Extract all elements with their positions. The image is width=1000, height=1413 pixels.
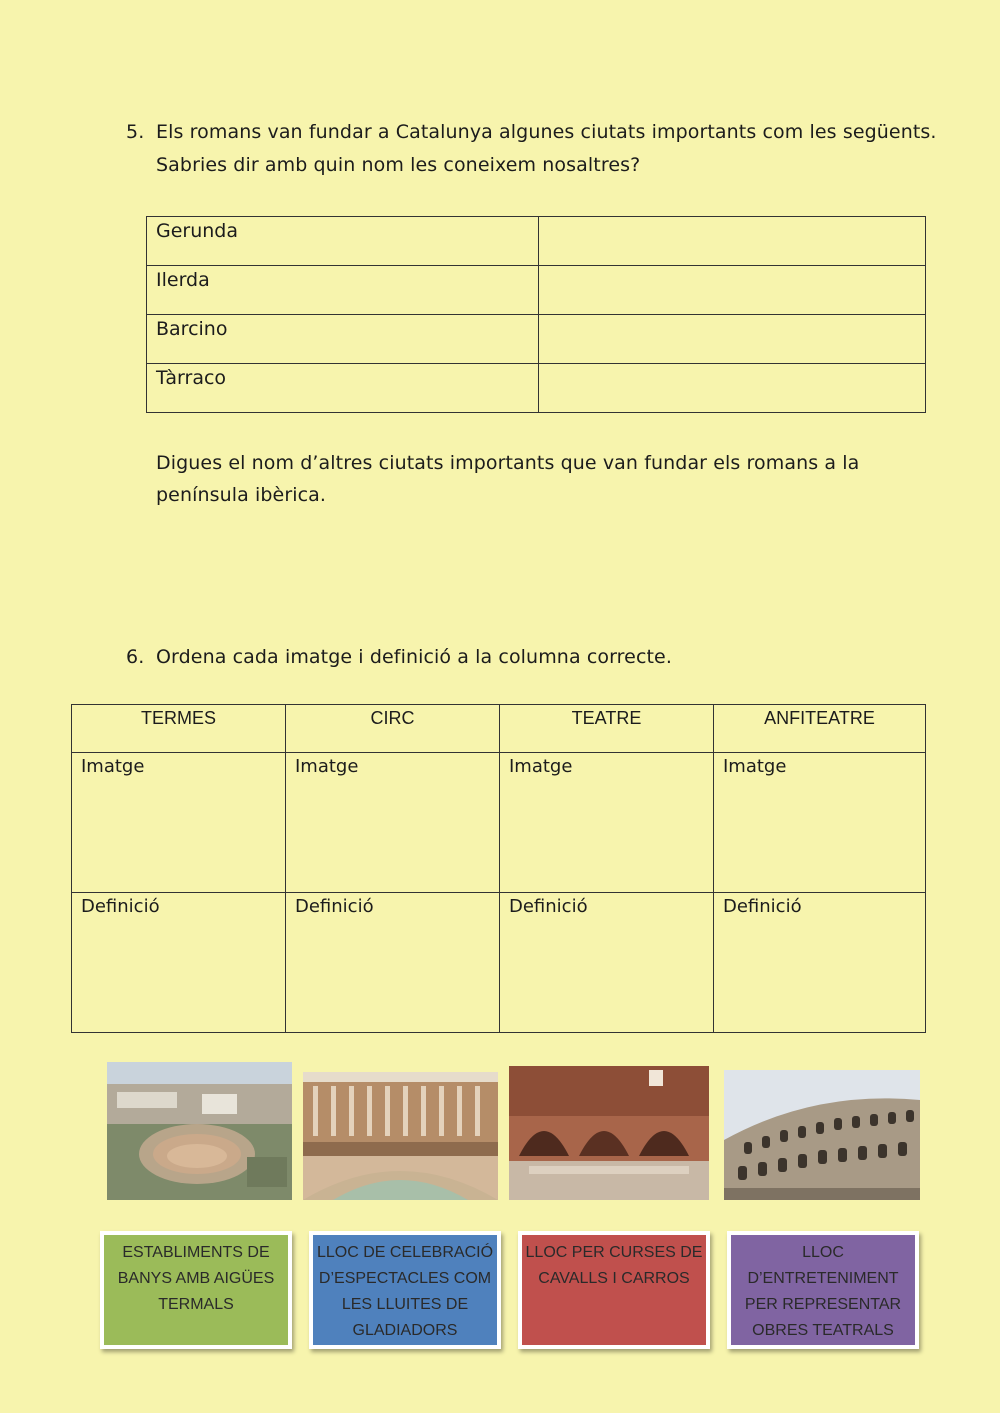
card-line: D’ESPECTACLES COM bbox=[318, 1270, 492, 1287]
definition-drop-cell[interactable]: Definició bbox=[714, 893, 926, 1033]
theatre-photo[interactable] bbox=[303, 1072, 498, 1200]
city-name: Gerunda bbox=[147, 217, 539, 266]
definition-drop-cell[interactable]: Definició bbox=[72, 893, 286, 1033]
definition-drop-cell[interactable]: Definició bbox=[500, 893, 714, 1033]
card-line: BANYS AMB AIGÜES bbox=[117, 1270, 275, 1287]
amphitheatre-photo[interactable] bbox=[107, 1062, 292, 1200]
city-name: Barcino bbox=[147, 315, 539, 364]
table-row bbox=[147, 217, 926, 266]
table-row bbox=[147, 315, 926, 364]
image-drop-cell[interactable]: Imatge bbox=[286, 753, 500, 893]
card-line: GLADIADORS bbox=[352, 1322, 458, 1339]
definition-card-races[interactable] bbox=[518, 1231, 710, 1349]
question-5-line-2: Sabries dir amb quin nom les coneixem nosaltres? bbox=[156, 154, 641, 176]
image-drop-cell[interactable]: Imatge bbox=[500, 753, 714, 893]
extra-cities-line-1: Digues el nom d’altres ciutats importants que van fundar els romans a la bbox=[156, 452, 860, 474]
extra-cities-line-2: península ibèrica. bbox=[156, 484, 327, 506]
card-line: TERMALS bbox=[158, 1296, 234, 1313]
card-line: D’ENTRETENIMENT bbox=[747, 1270, 899, 1287]
image-drop-cell[interactable]: Imatge bbox=[72, 753, 286, 893]
header-circ: CIRC bbox=[286, 705, 500, 753]
card-line: ESTABLIMENTS DE bbox=[122, 1244, 270, 1261]
image-row bbox=[72, 753, 926, 893]
baths-photo[interactable] bbox=[509, 1066, 709, 1200]
card-line: LLOC DE CELEBRACIÓ bbox=[316, 1244, 494, 1261]
question-6-line bbox=[126, 646, 672, 668]
terms-table bbox=[71, 704, 926, 1033]
card-line: LES LLUITES DE bbox=[341, 1296, 469, 1313]
city-name: Tàrraco bbox=[147, 364, 539, 413]
header-termes: TERMES bbox=[72, 705, 286, 753]
definition-card-plays[interactable] bbox=[727, 1231, 919, 1349]
question-6-number: 6. bbox=[126, 646, 145, 668]
definition-drop-cell[interactable]: Definició bbox=[286, 893, 500, 1033]
city-name: Ilerda bbox=[147, 266, 539, 315]
image-drop-cell[interactable]: Imatge bbox=[714, 753, 926, 893]
definition-row bbox=[72, 893, 926, 1033]
question-5-text: Els romans van fundar a Catalunya algunes ciutats importants com les següents. bbox=[156, 121, 937, 143]
card-line: LLOC bbox=[802, 1244, 844, 1261]
definition-card-gladiators[interactable] bbox=[309, 1231, 501, 1349]
city-answer-cell[interactable] bbox=[539, 217, 926, 266]
cities-table bbox=[146, 216, 926, 413]
table-row bbox=[147, 364, 926, 413]
header-teatre: TEATRE bbox=[500, 705, 714, 753]
city-answer-cell[interactable] bbox=[539, 364, 926, 413]
card-line: OBRES TEATRALS bbox=[752, 1322, 894, 1339]
colosseum-photo[interactable] bbox=[724, 1070, 920, 1200]
header-anfiteatre: ANFITEATRE bbox=[714, 705, 926, 753]
card-line: LLOC PER CURSES DE bbox=[525, 1244, 703, 1261]
question-6-text: Ordena cada imatge i definició a la columna correcte. bbox=[156, 646, 672, 668]
question-5-line-1 bbox=[126, 121, 937, 143]
table-row bbox=[147, 266, 926, 315]
definition-card-baths[interactable] bbox=[100, 1231, 292, 1349]
city-answer-cell[interactable] bbox=[539, 266, 926, 315]
city-answer-cell[interactable] bbox=[539, 315, 926, 364]
card-line: PER REPRESENTAR bbox=[744, 1296, 902, 1313]
question-5-number: 5. bbox=[126, 121, 145, 143]
card-line: CAVALLS I CARROS bbox=[538, 1270, 690, 1287]
table-header-row bbox=[72, 705, 926, 753]
